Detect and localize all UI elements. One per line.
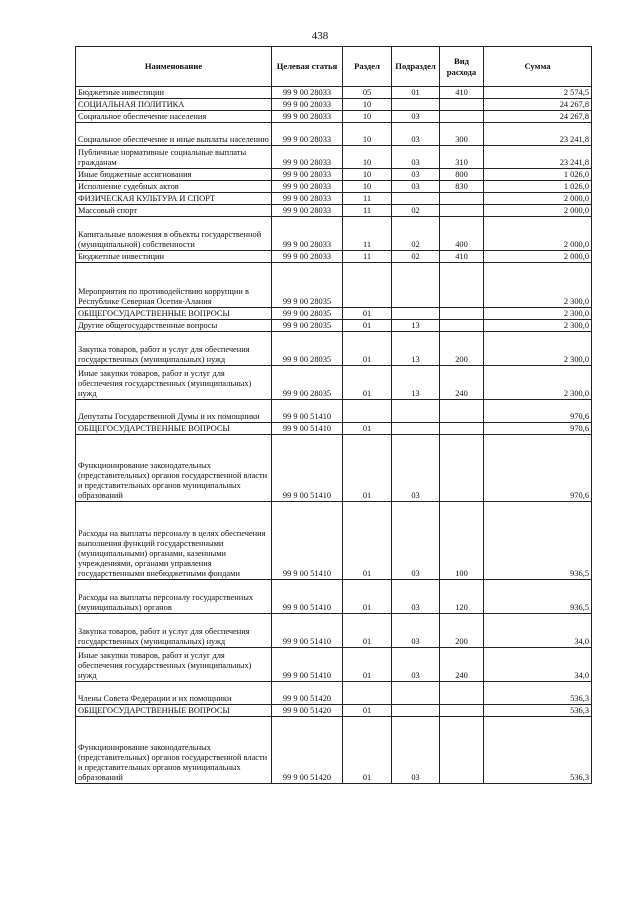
header-name: Наименование [76,47,272,87]
row-name: ОБЩЕГОСУДАРСТВЕННЫЕ ВОПРОСЫ [76,308,272,320]
row-target-article: 99 9 00 28033 [272,205,343,217]
row-subsection [392,308,440,320]
row-subsection: 03 [392,648,440,682]
row-expense-type: 310 [440,146,484,169]
row-section: 05 [343,87,392,99]
row-section: 01 [343,308,392,320]
row-subsection: 01 [392,87,440,99]
row-sum: 536,3 [484,705,592,717]
row-subsection [392,705,440,717]
row-section: 01 [343,717,392,784]
row-subsection: 03 [392,614,440,648]
row-sum: 34,0 [484,648,592,682]
header-subsection: Подраздел [392,47,440,87]
row-sum: 970,6 [484,435,592,502]
table-row [76,217,592,251]
row-subsection [392,263,440,308]
row-subsection [392,400,440,423]
row-subsection: 13 [392,332,440,366]
row-subsection: 03 [392,111,440,123]
row-target-article: 99 9 00 28033 [272,146,343,169]
table-row [76,99,592,111]
row-subsection: 03 [392,146,440,169]
table-row [76,682,592,705]
row-expense-type: 830 [440,181,484,193]
budget-table [75,46,592,784]
row-name: Капитальные вложения в объекты государственной (муниципальной) собственности [76,217,272,251]
row-subsection: 02 [392,205,440,217]
row-subsection: 03 [392,181,440,193]
table-row [76,614,592,648]
row-section: 10 [343,123,392,146]
row-target-article: 99 9 00 51420 [272,705,343,717]
row-section: 01 [343,705,392,717]
row-expense-type: 120 [440,580,484,614]
row-sum: 536,3 [484,682,592,705]
row-name: Закупка товаров, работ и услуг для обеспечения государственных (муниципальных) нужд [76,332,272,366]
row-target-article: 99 9 00 28033 [272,111,343,123]
row-expense-type: 410 [440,87,484,99]
row-subsection [392,99,440,111]
row-section: 10 [343,181,392,193]
row-section: 10 [343,99,392,111]
table-header-row [76,47,592,87]
row-section: 01 [343,332,392,366]
row-sum: 2 300,0 [484,366,592,400]
row-expense-type: 240 [440,648,484,682]
table-row [76,146,592,169]
table-row [76,251,592,263]
row-expense-type [440,717,484,784]
row-sum: 2 300,0 [484,263,592,308]
row-name: Бюджетные инвестиции [76,251,272,263]
row-sum: 2 000,0 [484,251,592,263]
row-name: Функционирование законодательных (представительных) органов государственной власти и представительных органов муниципальных образований [76,717,272,784]
row-expense-type: 100 [440,502,484,580]
row-name: Расходы на выплаты персоналу государственных (муниципальных) органов [76,580,272,614]
row-target-article: 99 9 00 28033 [272,169,343,181]
row-target-article: 99 9 00 51410 [272,423,343,435]
row-name: Мероприятия по противодействию коррупции в Республике Северная Осетия-Алания [76,263,272,308]
row-target-article: 99 9 00 28033 [272,99,343,111]
table-row [76,435,592,502]
row-expense-type [440,111,484,123]
row-expense-type [440,705,484,717]
table-row [76,263,592,308]
row-subsection: 03 [392,123,440,146]
row-expense-type: 240 [440,366,484,400]
table-row [76,648,592,682]
row-name: Иные закупки товаров, работ и услуг для обеспечения государственных (муниципальных) нужд [76,648,272,682]
row-name: Публичные нормативные социальные выплаты гражданам [76,146,272,169]
row-sum: 23 241,8 [484,146,592,169]
row-sum: 23 241,8 [484,123,592,146]
header-section: Раздел [343,47,392,87]
row-section: 11 [343,193,392,205]
row-subsection: 03 [392,502,440,580]
row-expense-type [440,99,484,111]
row-sum: 34,0 [484,614,592,648]
row-section: 11 [343,217,392,251]
row-name: Социальное обеспечение и иные выплаты населению [76,123,272,146]
row-name: Члены Совета Федерации и их помощники [76,682,272,705]
row-target-article: 99 9 00 51410 [272,400,343,423]
row-target-article: 99 9 00 28035 [272,366,343,400]
row-name: Другие общегосударственные вопросы [76,320,272,332]
row-expense-type [440,400,484,423]
row-target-article: 99 9 00 28033 [272,193,343,205]
row-sum: 2 574,5 [484,87,592,99]
row-name: Депутаты Государственной Думы и их помощники [76,400,272,423]
table-row [76,717,592,784]
row-expense-type [440,193,484,205]
row-expense-type: 400 [440,217,484,251]
row-expense-type: 200 [440,614,484,648]
row-sum: 24 267,8 [484,99,592,111]
row-name: ОБЩЕГОСУДАРСТВЕННЫЕ ВОПРОСЫ [76,423,272,435]
row-subsection: 03 [392,169,440,181]
row-target-article: 99 9 00 51420 [272,682,343,705]
row-sum: 936,5 [484,580,592,614]
row-section: 01 [343,614,392,648]
row-sum: 2 000,0 [484,217,592,251]
table-row [76,205,592,217]
row-target-article: 99 9 00 51410 [272,614,343,648]
row-subsection: 03 [392,717,440,784]
row-section: 01 [343,648,392,682]
row-subsection: 13 [392,320,440,332]
row-subsection [392,193,440,205]
row-section: 01 [343,366,392,400]
row-name: Иные закупки товаров, работ и услуг для обеспечения государственных (муниципальных) нужд [76,366,272,400]
row-section: 10 [343,169,392,181]
row-name: Функционирование законодательных (представительных) органов государственной власти и представительных органов муниципальных образований [76,435,272,502]
row-subsection: 02 [392,251,440,263]
row-target-article: 99 9 00 28035 [272,308,343,320]
table-row [76,169,592,181]
row-expense-type: 300 [440,123,484,146]
row-sum: 536,3 [484,717,592,784]
row-section: 10 [343,111,392,123]
row-target-article: 99 9 00 51410 [272,648,343,682]
row-name: Расходы на выплаты персоналу в целях обеспечения выполнения функций государственными (муниципальными) органами, казенными учреждениями, органами управления государственными внебюджетными фондами [76,502,272,580]
row-expense-type: 200 [440,332,484,366]
row-target-article: 99 9 00 28033 [272,181,343,193]
header-expense-type: Вид расхода [440,47,484,87]
row-target-article: 99 9 00 28033 [272,217,343,251]
row-name: СОЦИАЛЬНАЯ ПОЛИТИКА [76,99,272,111]
table-row [76,320,592,332]
row-name: Закупка товаров, работ и услуг для обеспечения государственных (муниципальных) нужд [76,614,272,648]
row-expense-type: 410 [440,251,484,263]
row-section: 01 [343,435,392,502]
row-target-article: 99 9 00 28035 [272,263,343,308]
row-target-article: 99 9 00 28033 [272,123,343,146]
row-name: Бюджетные инвестиции [76,87,272,99]
row-section: 01 [343,580,392,614]
row-target-article: 99 9 00 28033 [272,87,343,99]
row-sum: 24 267,8 [484,111,592,123]
row-section: 11 [343,205,392,217]
row-expense-type [440,205,484,217]
row-expense-type [440,320,484,332]
row-subsection: 03 [392,435,440,502]
row-section: 01 [343,502,392,580]
row-section [343,263,392,308]
row-expense-type [440,263,484,308]
row-target-article: 99 9 00 51410 [272,502,343,580]
row-subsection [392,682,440,705]
row-target-article: 99 9 00 51410 [272,580,343,614]
row-sum: 2 300,0 [484,308,592,320]
row-sum: 970,6 [484,400,592,423]
row-sum: 1 026,0 [484,169,592,181]
row-target-article: 99 9 00 51410 [272,435,343,502]
row-section: 01 [343,320,392,332]
row-expense-type [440,308,484,320]
table-row [76,502,592,580]
row-name: Исполнение судебных актов [76,181,272,193]
row-sum: 970,6 [484,423,592,435]
row-section: 01 [343,423,392,435]
row-target-article: 99 9 00 51420 [272,717,343,784]
row-expense-type: 800 [440,169,484,181]
table-row [76,705,592,717]
header-sum: Сумма [484,47,592,87]
row-name: ОБЩЕГОСУДАРСТВЕННЫЕ ВОПРОСЫ [76,705,272,717]
row-sum: 936,5 [484,502,592,580]
row-name: Социальное обеспечение населения [76,111,272,123]
row-subsection: 02 [392,217,440,251]
row-subsection [392,423,440,435]
row-expense-type [440,435,484,502]
row-section [343,400,392,423]
table-row [76,400,592,423]
table-row [76,181,592,193]
row-section: 10 [343,146,392,169]
table-row [76,332,592,366]
table-row [76,111,592,123]
row-sum: 2 300,0 [484,332,592,366]
table-row [76,366,592,400]
table-row [76,423,592,435]
row-expense-type [440,423,484,435]
row-section: 11 [343,251,392,263]
row-sum: 2 300,0 [484,320,592,332]
table-row [76,580,592,614]
row-expense-type [440,682,484,705]
row-name: Иные бюджетные ассигнования [76,169,272,181]
table-row [76,87,592,99]
row-section [343,682,392,705]
row-target-article: 99 9 00 28035 [272,332,343,366]
row-target-article: 99 9 00 28035 [272,320,343,332]
row-subsection: 13 [392,366,440,400]
row-name: ФИЗИЧЕСКАЯ КУЛЬТУРА И СПОРТ [76,193,272,205]
row-target-article: 99 9 00 28033 [272,251,343,263]
table-row [76,193,592,205]
row-subsection: 03 [392,580,440,614]
row-name: Массовый спорт [76,205,272,217]
header-target-article: Целевая статья [272,47,343,87]
row-sum: 2 000,0 [484,205,592,217]
table-row [76,308,592,320]
row-sum: 1 026,0 [484,181,592,193]
table-row [76,123,592,146]
row-sum: 2 000,0 [484,193,592,205]
page-number: 438 [311,30,329,42]
